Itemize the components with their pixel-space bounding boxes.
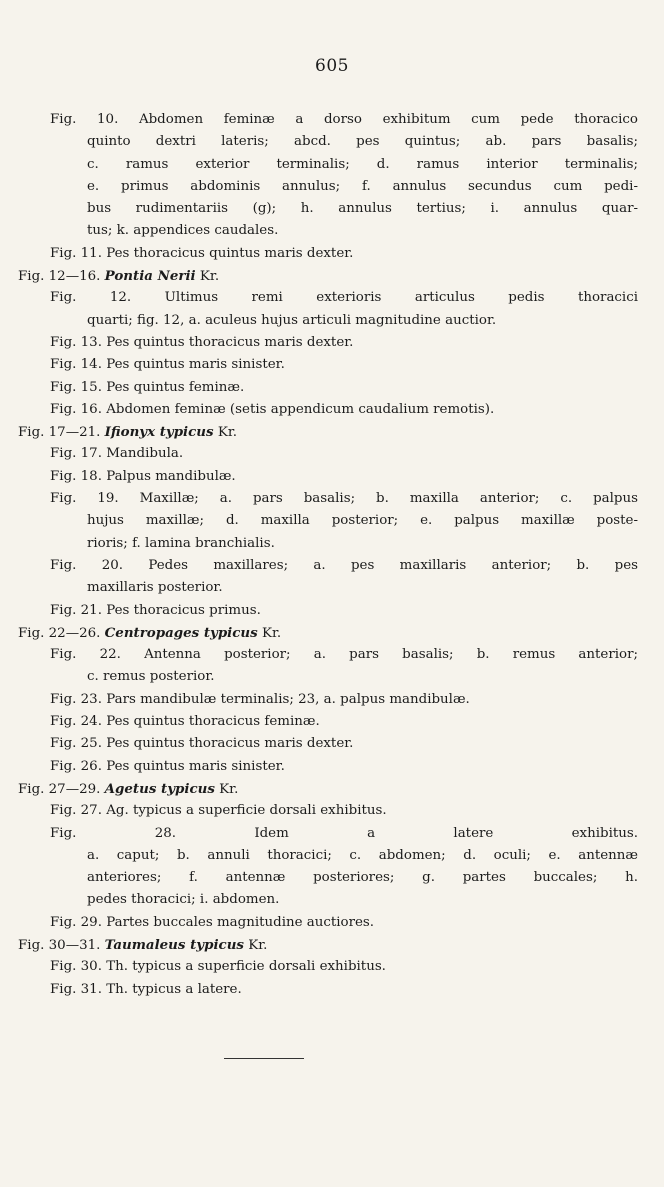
figure-entry <box>18 756 638 778</box>
species-author: Kr. <box>214 781 239 797</box>
legend-text: quinto dextri lateris; abcd. pes quintus; ab. pars basalis; <box>87 134 638 150</box>
figure-entry <box>18 109 638 131</box>
figure-legend-list <box>18 109 638 1001</box>
figure-entry-continuation <box>18 154 638 176</box>
figure-entry-continuation <box>18 867 638 889</box>
legend-text: c. ramus exterior terminalis; d. ramus interior terminalis; <box>87 156 638 172</box>
species-name: Taumaleus typicus <box>104 936 244 953</box>
figure-entry-continuation <box>18 666 638 688</box>
figure-entry <box>18 711 638 733</box>
legend-text: Fig. 15. Pes quintus feminæ. <box>50 379 245 395</box>
legend-text: Fig. 13. Pes quintus thoracicus maris dexter. <box>50 334 354 350</box>
species-heading <box>18 622 638 644</box>
figure-entry <box>18 823 638 845</box>
figure-entry-continuation <box>18 198 638 220</box>
species-heading-figs: Fig. 12—16. <box>18 269 105 285</box>
species-heading <box>18 778 638 800</box>
legend-text: bus rudimentariis (g); h. annulus tertius; i. annulus quar- <box>87 201 638 217</box>
legend-text: Fig. 25. Pes quintus thoracicus maris dexter. <box>50 736 354 752</box>
legend-text: Fig. 17. Mandibula. <box>50 446 184 462</box>
figure-entry <box>18 243 638 265</box>
legend-text: Fig. 26. Pes quintus maris sinister. <box>50 758 285 774</box>
species-heading-figs: Fig. 17—21. <box>18 425 105 441</box>
legend-text: Fig. 14. Pes quintus maris sinister. <box>50 357 285 373</box>
legend-text: e. primus abdominis annulus; f. annulus secundus cum pedi- <box>87 178 638 194</box>
figure-entry-continuation <box>18 533 638 555</box>
figure-entry <box>18 956 638 978</box>
species-heading-figs: Fig. 30—31. <box>18 937 105 953</box>
legend-text: Fig. 16. Abdomen feminæ (setis appendicum caudalium remotis). <box>50 401 495 417</box>
figure-entry-continuation <box>18 310 638 332</box>
legend-text: Fig. 11. Pes thoracicus quintus maris dexter. <box>50 245 354 261</box>
figure-entry <box>18 354 638 376</box>
page-number: 605 <box>315 56 349 76</box>
figure-entry <box>18 399 638 421</box>
figure-entry-continuation <box>18 131 638 153</box>
legend-text: hujus maxillæ; d. maxilla posterior; e. palpus maxillæ poste- <box>87 513 638 529</box>
figure-entry-continuation <box>18 889 638 911</box>
figure-entry <box>18 488 638 510</box>
figure-entry <box>18 689 638 711</box>
figure-entry-continuation <box>18 510 638 532</box>
legend-text: Fig. 29. Partes buccales magnitudine auctiores. <box>50 914 375 930</box>
legend-text: Fig. 22. Antenna posterior; a. pars basalis; b. remus anterior; <box>50 647 638 663</box>
species-author: Kr. <box>243 937 268 953</box>
legend-text: Fig. 12. Ultimus remi exterioris articulus pedis thoracici <box>50 290 638 306</box>
legend-text: pedes thoracici; i. abdomen. <box>87 892 280 908</box>
figure-entry <box>18 332 638 354</box>
species-author: Kr. <box>257 625 282 641</box>
species-heading-figs: Fig. 22—26. <box>18 625 105 641</box>
legend-text: Fig. 10. Abdomen feminæ a dorso exhibitum cum pede thoracico <box>50 112 638 127</box>
species-name: Centropages typicus <box>104 624 258 641</box>
species-author: Kr. <box>213 425 238 441</box>
figure-entry <box>18 443 638 465</box>
figure-entry-continuation <box>18 176 638 198</box>
species-author: Kr. <box>195 269 220 285</box>
species-heading <box>18 265 638 287</box>
legend-text: maxillaris posterior. <box>87 580 223 596</box>
figure-entry <box>18 733 638 755</box>
species-name: Agetus typicus <box>104 780 215 797</box>
species-heading-figs: Fig. 27—29. <box>18 781 105 797</box>
figure-entry <box>18 600 638 622</box>
species-name: Pontia Nerii <box>104 268 196 285</box>
legend-text: Fig. 20. Pedes maxillares; a. pes maxillaris anterior; b. pes <box>50 557 638 573</box>
legend-text: Fig. 30. Th. typicus a superficie dorsali exhibitus. <box>50 959 386 975</box>
species-name: Ifionyx typicus <box>104 424 214 441</box>
figure-entry-continuation <box>18 220 638 242</box>
figure-entry <box>18 979 638 1001</box>
legend-text: rioris; f. lamina branchialis. <box>87 535 275 551</box>
figure-entry <box>18 644 638 666</box>
legend-text: anteriores; f. antennæ posteriores; g. partes buccales; h. <box>87 870 638 886</box>
legend-text: a. caput; b. annuli thoracici; c. abdomen; d. oculi; e. antennæ <box>87 847 638 863</box>
legend-text: Fig. 27. Ag. typicus a superficie dorsali exhibitus. <box>50 803 387 819</box>
legend-text: quarti; fig. 12, a. aculeus hujus articuli magnitudine auctior. <box>87 312 497 328</box>
species-heading <box>18 421 638 443</box>
figure-entry <box>18 800 638 822</box>
closing-rule <box>224 1058 304 1059</box>
figure-entry <box>18 377 638 399</box>
figure-entry-continuation <box>18 577 638 599</box>
legend-text: c. remus posterior. <box>87 669 215 685</box>
legend-text: Fig. 19. Maxillæ; a. pars basalis; b. maxilla anterior; c. palpus <box>50 491 638 507</box>
legend-text: Fig. 28. Idem a latere exhibitus. <box>50 825 638 841</box>
legend-text: Fig. 31. Th. typicus a latere. <box>50 981 242 997</box>
legend-text: Fig. 24. Pes quintus thoracicus feminæ. <box>50 714 320 730</box>
species-heading <box>18 934 638 956</box>
legend-text: Fig. 23. Pars mandibulæ terminalis; 23, a. palpus mandibulæ. <box>50 691 470 707</box>
legend-text: Fig. 21. Pes thoracicus primus. <box>50 602 261 618</box>
figure-entry <box>18 466 638 488</box>
figure-entry-continuation <box>18 845 638 867</box>
legend-text: tus; k. appendices caudales. <box>87 223 279 239</box>
legend-text: Fig. 18. Palpus mandibulæ. <box>50 468 236 484</box>
figure-entry <box>18 287 638 309</box>
figure-entry <box>18 555 638 577</box>
figure-entry <box>18 912 638 934</box>
